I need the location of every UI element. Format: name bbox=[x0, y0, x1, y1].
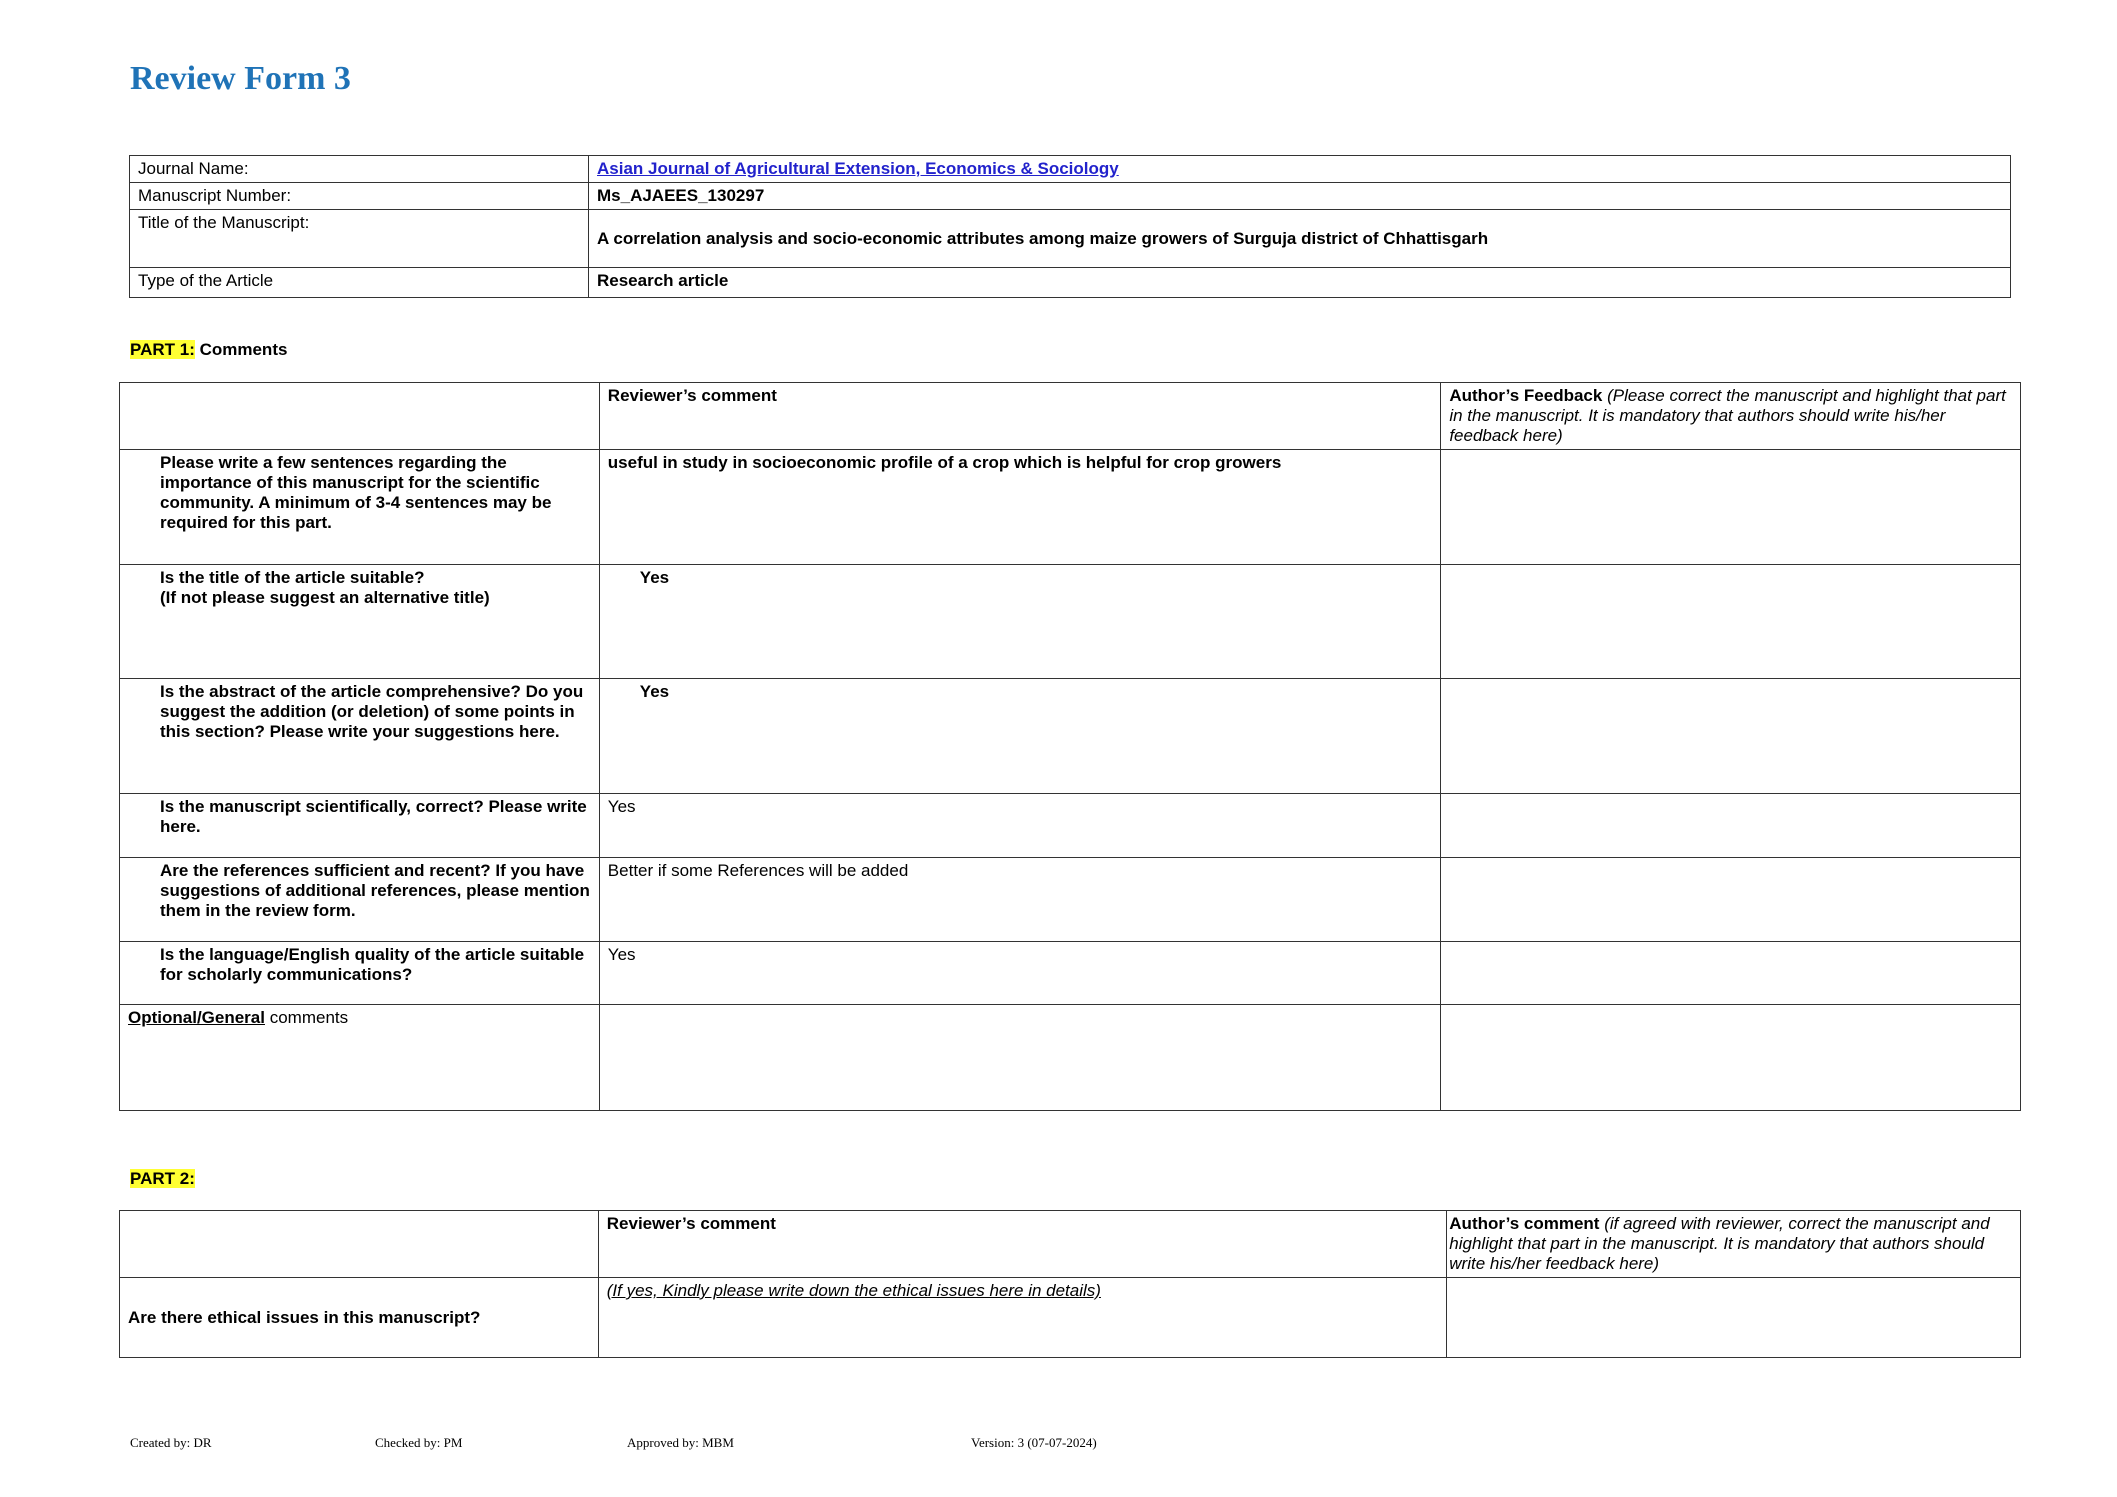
ethical-hint: (If yes, Kindly please write down the ethical issues here in details) bbox=[598, 1278, 1447, 1358]
reviewer-comment: Yes bbox=[599, 565, 1441, 679]
reviewer-comment: Better if some References will be added bbox=[599, 858, 1441, 942]
reviewer-comment: Yes bbox=[599, 794, 1441, 858]
author-feedback-cell[interactable] bbox=[1441, 794, 2021, 858]
part2-label: PART 2: bbox=[130, 1169, 195, 1188]
page-title: Review Form 3 bbox=[130, 60, 351, 97]
question-references: Are the references sufficient and recent? If you have suggestions of additional references, please mention them in the review form. bbox=[120, 858, 600, 942]
question-scientific: Is the manuscript scientifically, correct? Please write here. bbox=[120, 794, 600, 858]
part2-heading bbox=[130, 1169, 195, 1189]
part1-reviewer-header: Reviewer’s comment bbox=[599, 383, 1441, 450]
author-feedback-cell[interactable] bbox=[1441, 679, 2021, 794]
footer-created: Created by: DR bbox=[130, 1435, 212, 1450]
reviewer-comment: Yes bbox=[599, 942, 1441, 1005]
table-row bbox=[120, 679, 2021, 794]
author-feedback-cell[interactable] bbox=[1441, 942, 2021, 1005]
part1-author-header: Author’s Feedback (Please correct the manuscript and highlight that part in the manuscript. It is mandatory that authors should write his/her feedback here) bbox=[1441, 383, 2021, 450]
part2-table bbox=[119, 1210, 2021, 1358]
manuscript-number-value: Ms_AJAEES_130297 bbox=[589, 183, 2011, 210]
author-feedback-cell[interactable] bbox=[1441, 858, 2021, 942]
part1-table bbox=[119, 382, 2021, 1111]
table-row bbox=[120, 565, 2021, 679]
author-feedback-cell[interactable] bbox=[1441, 1005, 2021, 1111]
table-row bbox=[120, 1278, 2021, 1358]
table-row bbox=[120, 1005, 2021, 1111]
footer-checked: Checked by: PM bbox=[375, 1435, 463, 1450]
footer-version: Version: 3 (07-07-2024) bbox=[971, 1435, 1097, 1450]
question-language: Is the language/English quality of the article suitable for scholarly communications? bbox=[120, 942, 600, 1005]
question-importance: Please write a few sentences regarding the importance of this manuscript for the scientific community. A minimum of 3-4 sentences may be required for this part. bbox=[120, 450, 600, 565]
manuscript-title-value: A correlation analysis and socio-economic attributes among maize growers of Surguja district of Chhattisgarh bbox=[589, 210, 2011, 268]
table-row bbox=[120, 794, 2021, 858]
table-row bbox=[120, 858, 2021, 942]
part2-reviewer-header: Reviewer’s comment bbox=[598, 1211, 1447, 1278]
reviewer-comment[interactable] bbox=[599, 1005, 1441, 1111]
part1-header-empty bbox=[120, 383, 600, 450]
optional-comments-label: Optional/General comments bbox=[120, 1005, 600, 1111]
manuscript-title-label: Title of the Manuscript: bbox=[130, 210, 589, 268]
author-comment-cell[interactable] bbox=[1447, 1278, 2021, 1358]
footer-approved: Approved by: MBM bbox=[627, 1435, 734, 1450]
part1-suffix: Comments bbox=[194, 340, 288, 359]
question-title: Is the title of the article suitable? (If not please suggest an alternative title) bbox=[120, 565, 600, 679]
manuscript-number-label: Manuscript Number: bbox=[130, 183, 589, 210]
part2-author-header: Author’s comment (if agreed with reviewer, correct the manuscript and highlight that part in the manuscript. It is mandatory that authors should write his/her feedback here) bbox=[1447, 1211, 2021, 1278]
journal-label: Journal Name: bbox=[130, 156, 589, 183]
part2-header-empty bbox=[120, 1211, 599, 1278]
question-abstract: Is the abstract of the article comprehensive? Do you suggest the addition (or deletion) of some points in this section? Please write your suggestions here. bbox=[120, 679, 600, 794]
manuscript-info-table bbox=[129, 155, 2011, 298]
reviewer-comment: useful in study in socioeconomic profile of a crop which is helpful for crop growers bbox=[599, 450, 1441, 565]
question-ethical: Are there ethical issues in this manuscript? bbox=[120, 1278, 599, 1358]
part1-label: PART 1: bbox=[130, 340, 195, 359]
table-row bbox=[120, 942, 2021, 1005]
reviewer-comment: Yes bbox=[599, 679, 1441, 794]
journal-link[interactable]: Asian Journal of Agricultural Extension, Economics & Sociology bbox=[597, 159, 1119, 178]
author-feedback-cell[interactable] bbox=[1441, 450, 2021, 565]
table-row bbox=[120, 450, 2021, 565]
part1-heading bbox=[130, 340, 287, 360]
article-type-value: Research article bbox=[589, 268, 2011, 298]
author-feedback-cell[interactable] bbox=[1441, 565, 2021, 679]
article-type-label: Type of the Article bbox=[130, 268, 589, 298]
